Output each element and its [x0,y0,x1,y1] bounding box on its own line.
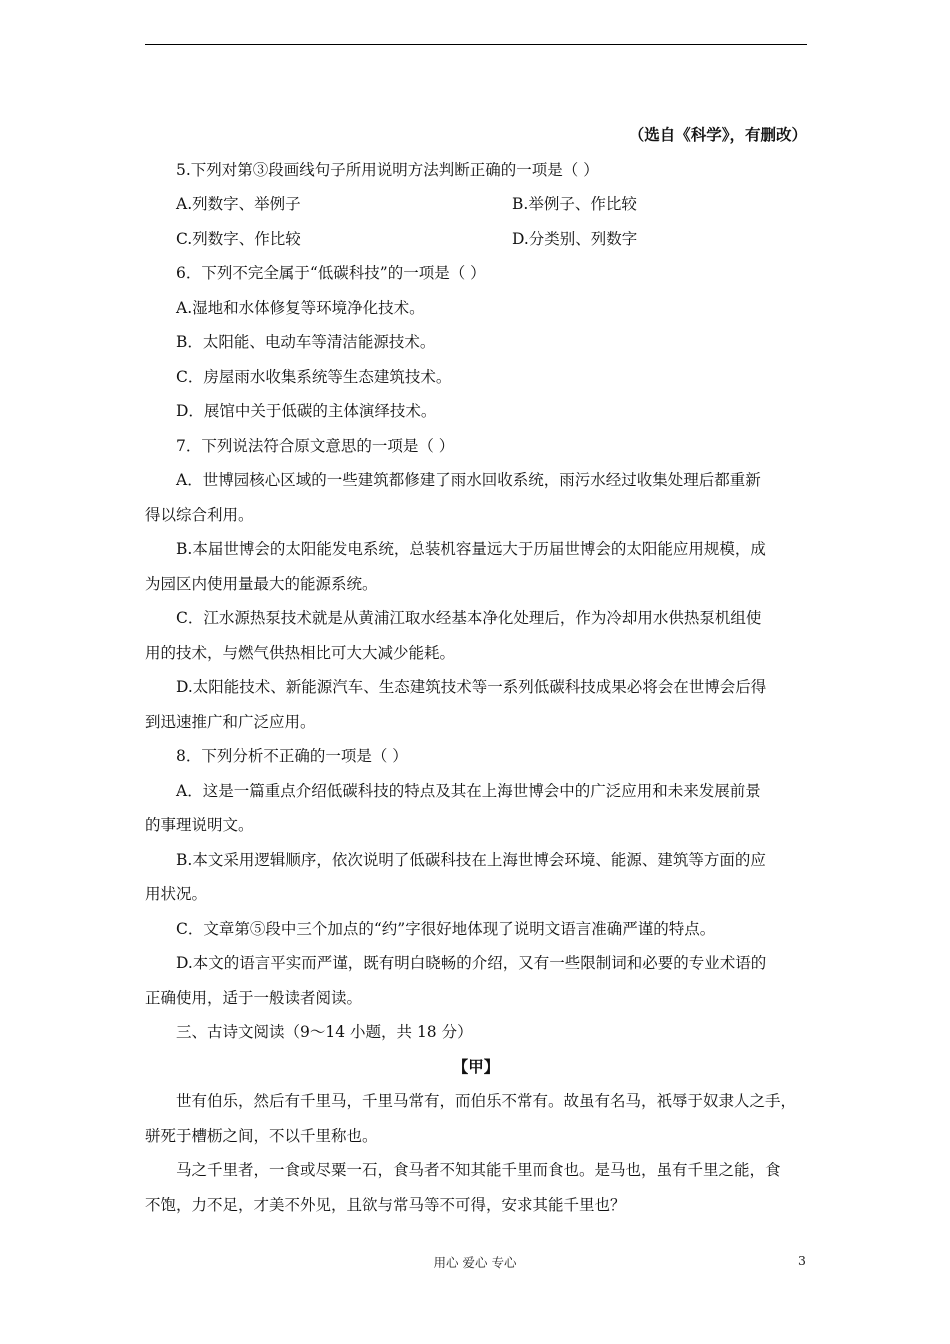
passage-jia-p1-line-1: 世有伯乐，然后有千里马，千里马常有，而伯乐不常有。故虽有名马，祇辱于奴隶人之手， [176,1092,797,1110]
header-rule [145,44,807,45]
question-5-option-a: A.列数字、举例子 [176,195,301,213]
question-8-option-d-line-1: D.本文的语言平实而严谨，既有明白晓畅的介绍，又有一些限制词和必要的专业术语的 [176,954,767,972]
question-6-option-a: A.湿地和水体修复等环境净化技术。 [176,298,425,317]
question-8-stem: 8．下列分析不正确的一项是（ ） [176,747,408,765]
question-7-option-b-line-2: 为园区内使用量最大的能源系统。 [145,574,378,593]
question-7-option-c-line-2: 用的技术，与燃气供热相比可大大减少能耗。 [145,643,456,662]
question-7-option-c-line-1: C．江水源热泵技术就是从黄浦江取水经基本净化处理后，作为冷却用水供热泵机组使 [176,609,762,627]
question-8-option-c: C．文章第⑤段中三个加点的“约”字很好地体现了说明文语言准确严谨的特点。 [176,919,716,938]
question-6-stem: 6．下列不完全属于“低碳科技”的一项是（ ） [176,264,486,282]
question-5-option-b: B.举例子、作比较 [512,195,637,213]
question-8-option-b-line-1: B.本文采用逻辑顺序，依次说明了低碳科技在上海世博会环境、能源、建筑等方面的应 [176,850,766,869]
question-6-option-b: B．太阳能、电动车等清洁能源技术。 [176,333,436,351]
question-7-option-a-line-1: A．世博园核心区域的一些建筑都修建了雨水回收系统，雨污水经过收集处理后都重新 [176,471,761,489]
footer-motto: 用心 爱心 专心 [433,1255,517,1270]
question-7-stem: 7．下列说法符合原文意思的一项是（ ） [176,436,455,455]
question-6-option-c: C．房屋雨水收集系统等生态建筑技术。 [176,367,452,386]
question-5-options-row-1 [145,187,807,222]
question-8-option-a-line-2: 的事理说明文。 [145,816,254,834]
question-8-option-b-line-2: 用状况。 [145,885,208,903]
question-5-stem: 5.下列对第③段画线句子所用说明方法判断正确的一项是（ ） [176,160,599,179]
question-8-option-d-line-2: 正确使用，适于一般读者阅读。 [145,988,363,1007]
question-5-option-d: D.分类别、列数字 [512,229,638,248]
question-7-option-b-line-1: B.本届世博会的太阳能发电系统，总装机容量远大于历届世博会的太阳能应用规模，成 [176,540,766,558]
question-7-option-a-line-2: 得以综合利用。 [145,505,254,524]
question-6-option-d: D．展馆中关于低碳的主体演绎技术。 [176,402,437,420]
question-5-option-c: C.列数字、作比较 [176,229,301,248]
document-body [145,118,807,1222]
passage-jia-p2-line-2: 不饱，力不足，才美不外见，且欲与常马等不可得，安求其能千里也？ [145,1195,626,1214]
question-5-options-row-2 [145,222,807,257]
question-7-option-d-line-2: 到迅速推广和广泛应用。 [145,712,316,731]
page-number: 3 [798,1253,806,1268]
source-citation: （选自《科学》，有删改） [628,125,807,144]
question-7-option-d-line-1: D.太阳能技术、新能源汽车、生态建筑技术等一系列低碳科技成果必将会在世博会后得 [176,678,767,696]
question-8-option-a-line-1: A．这是一篇重点介绍低碳科技的特点及其在上海世博会中的广泛应用和未来发展前景 [176,781,761,800]
passage-jia-p2-line-1: 马之千里者，一食或尽粟一石，食马者不知其能千里而食也。是马也，虽有千里之能，食 [176,1161,781,1179]
section-3-heading: 三、古诗文阅读（9～14 小题，共 18 分） [176,1023,473,1041]
passage-jia-title: 【甲】 [452,1056,500,1076]
passage-jia-p1-line-2: 骈死于槽枥之间，不以千里称也。 [145,1126,378,1145]
